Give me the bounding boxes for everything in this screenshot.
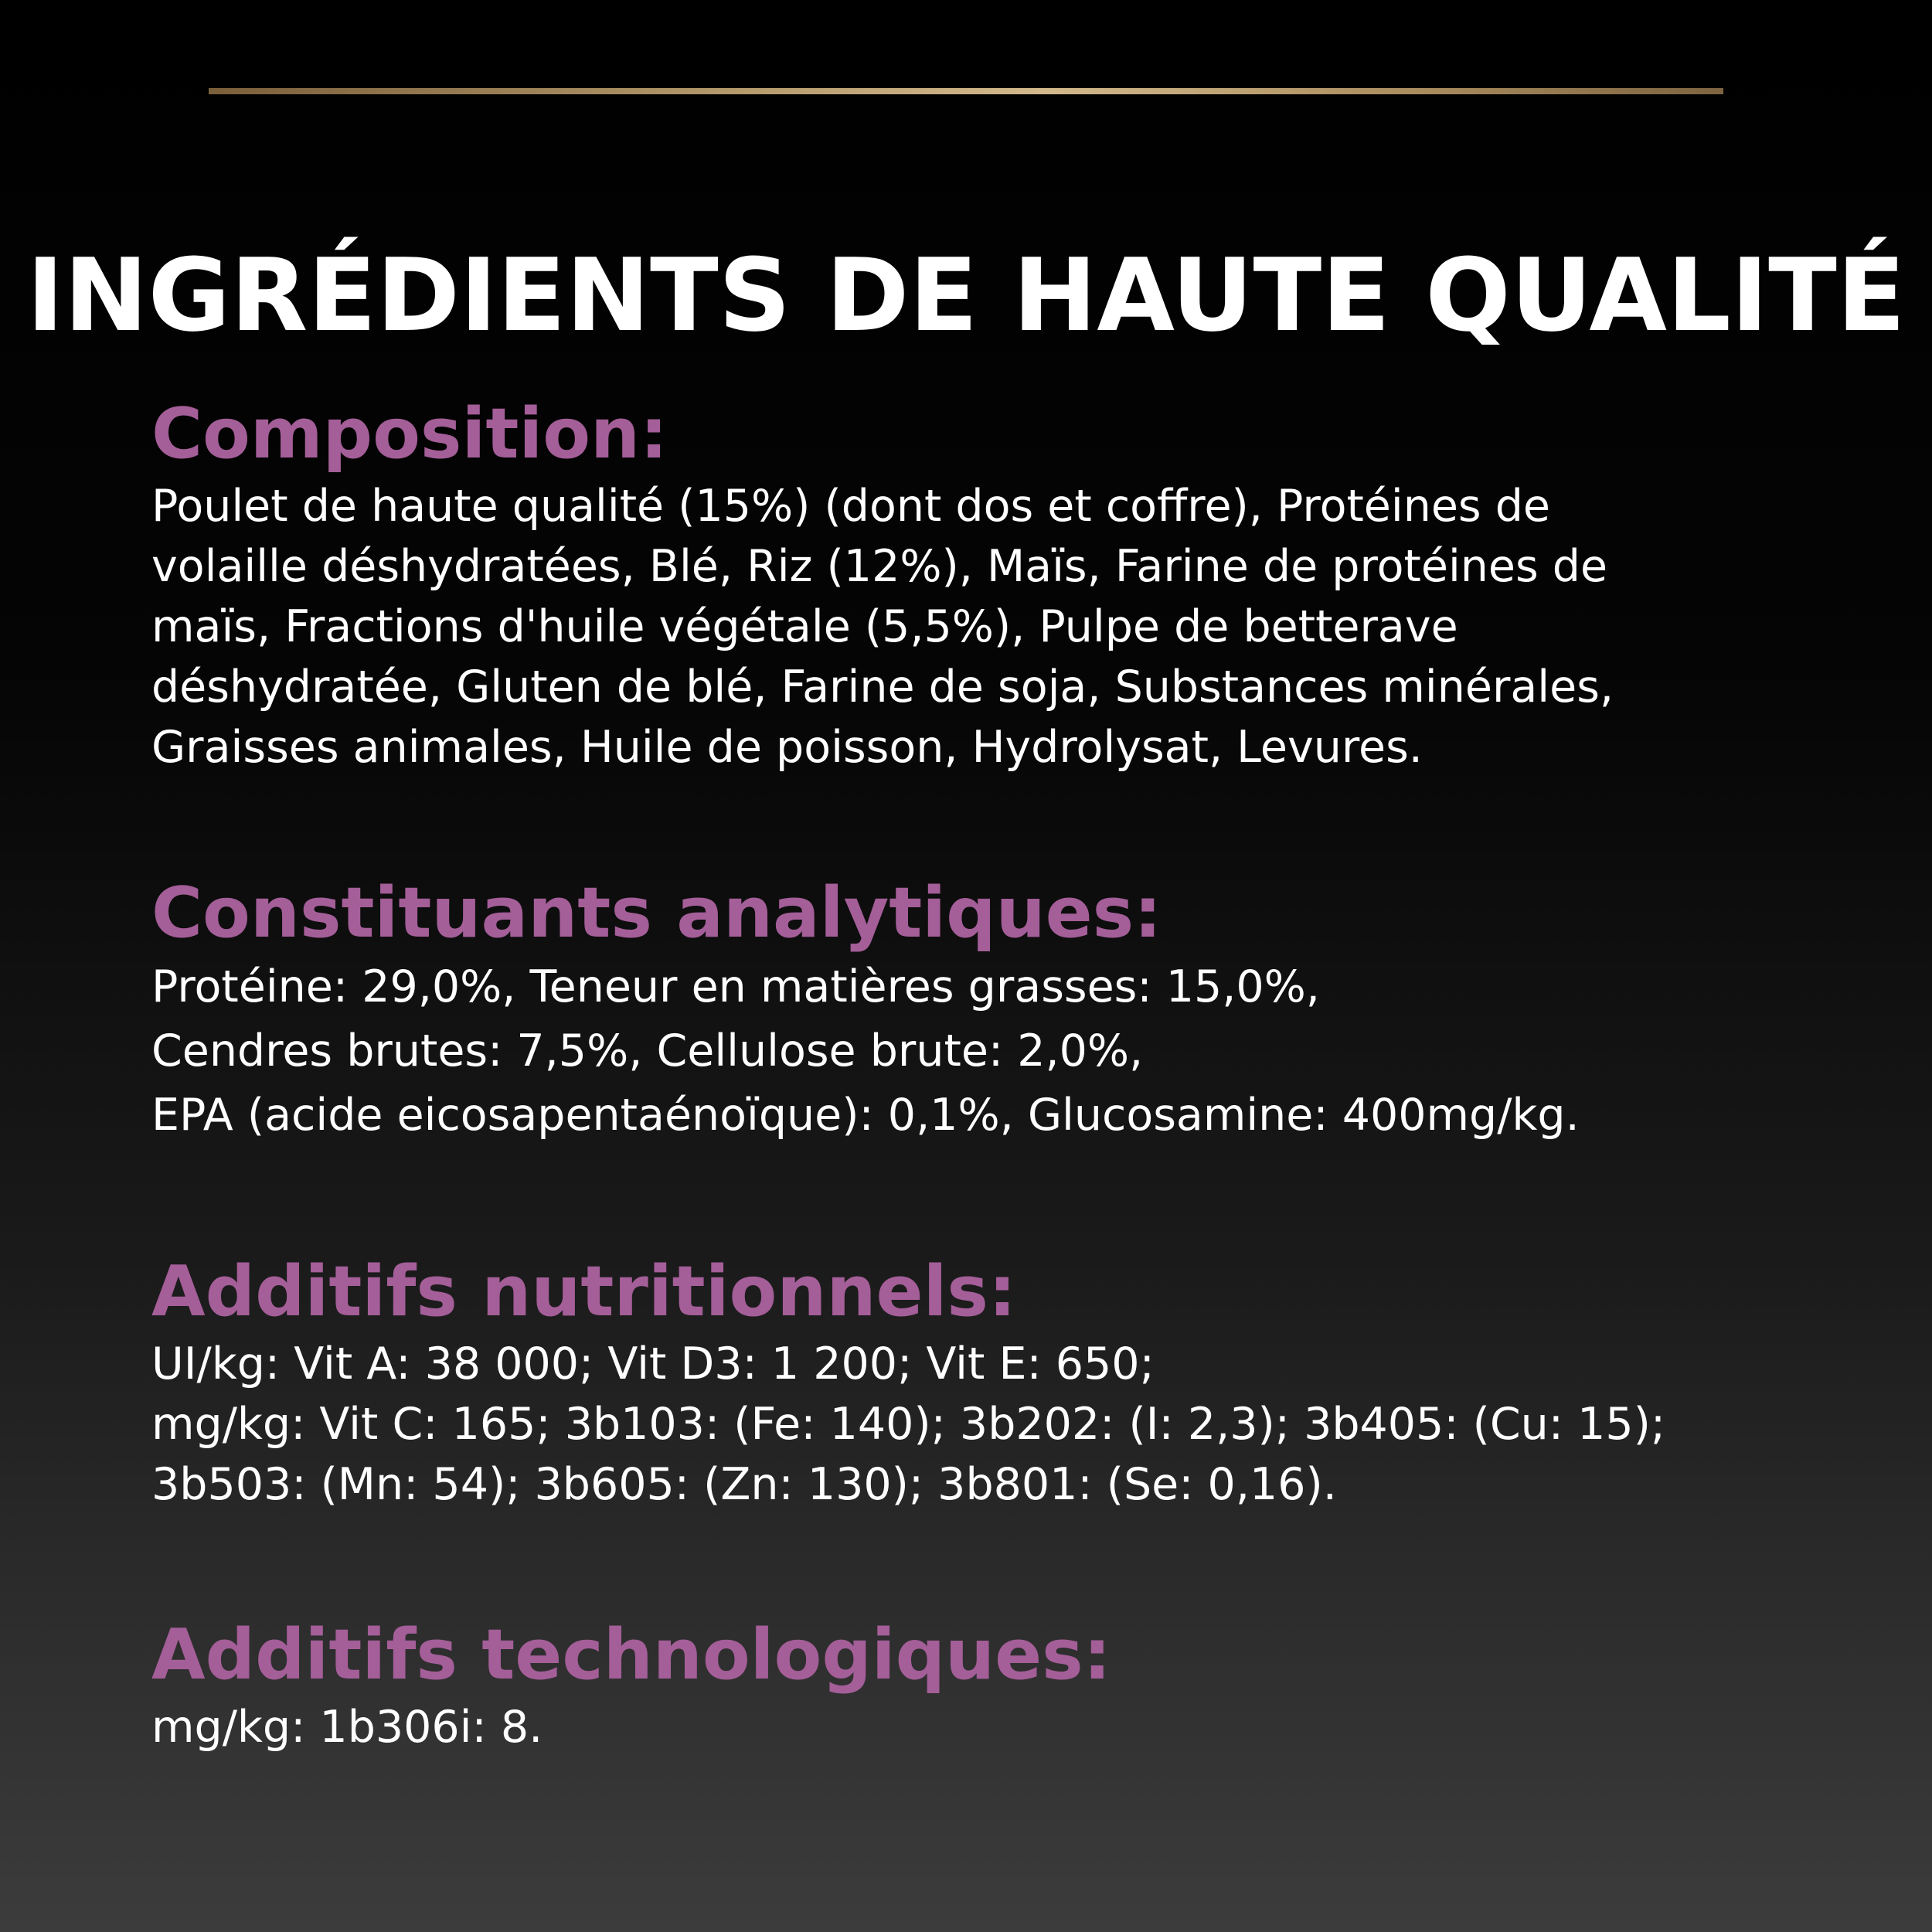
nutritional-line: 3b503: (Mn: 54); 3b605: (Zn: 130); 3b801: (Se: 0,16). [151,1459,1337,1510]
analytical-constituents-text [151,955,1580,1148]
composition-line: Poulet de haute qualité (15%) (dont dos et coffre), Protéines de [151,481,1550,532]
analytical-line: Cendres brutes: 7,5%, Cellulose brute: 2,0%, [151,1026,1144,1077]
analytical-constituents-section [151,872,1580,1148]
analytical-line: Protéine: 29,0%, Teneur en matières grasses: 15,0%, [151,961,1320,1012]
nutritional-additives-section [151,1250,1665,1515]
technological-additives-text [151,1697,1111,1757]
nutritional-additives-text [151,1334,1665,1515]
composition-heading: Composition: [151,393,668,474]
analytical-constituents-heading: Constituants analytiques: [151,872,1162,954]
composition-line: déshydratée, Gluten de blé, Farine de soja, Substances minérales, [151,662,1614,713]
nutritional-line: UI/kg: Vit A: 38 000; Vit D3: 1 200; Vit E: 650; [151,1338,1155,1389]
composition-text [151,476,1614,777]
technological-line: mg/kg: 1b306i: 8. [151,1702,543,1753]
page-title: INGRÉDIENTS DE HAUTE QUALITÉ [26,236,1906,355]
analytical-line: EPA (acide eicosapentaénoïque): 0,1%, Glucosamine: 400mg/kg. [151,1090,1580,1141]
nutritional-line: mg/kg: Vit C: 165; 3b103: (Fe: 140); 3b202: (I: 2,3); 3b405: (Cu: 15); [151,1399,1666,1450]
nutritional-additives-heading: Additifs nutritionnels: [151,1251,1016,1332]
gold-divider-rule [209,88,1723,94]
technological-additives-heading: Additifs technologiques: [151,1614,1111,1696]
composition-line: Graisses animales, Huile de poisson, Hydrolysat, Levures. [151,722,1423,773]
composition-line: maïs, Fractions d'huile végétale (5,5%), Pulpe de betterave [151,601,1458,652]
composition-line: volaille déshydratées, Blé, Riz (12%), Maïs, Farine de protéines de [151,541,1608,592]
technological-additives-section [151,1614,1111,1757]
composition-section [151,393,1614,777]
